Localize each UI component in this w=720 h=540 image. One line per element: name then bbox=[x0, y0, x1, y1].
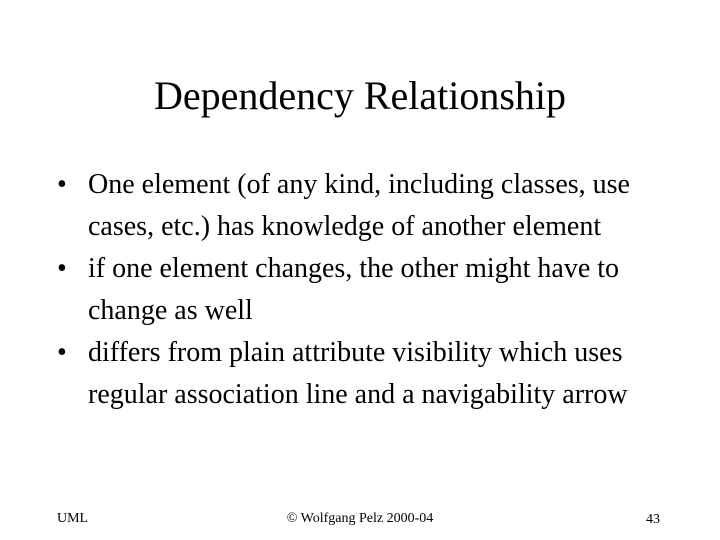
bullet-text: if one element changes, the other might have to change as well bbox=[88, 253, 620, 326]
bullet-marker: • bbox=[57, 337, 67, 368]
slide-title: Dependency Relationship bbox=[153, 73, 567, 118]
bullet-item bbox=[54, 332, 694, 416]
footer-copyright: © Wolfgang Pelz 2000-04 bbox=[286, 511, 434, 526]
page-number: 43 bbox=[646, 512, 660, 527]
bullet-list bbox=[54, 164, 694, 416]
bullet-item bbox=[54, 248, 694, 332]
bullet-marker: • bbox=[57, 169, 67, 200]
bullet-text: differs from plain attribute visibility which uses regular association line and a navigability arrow bbox=[88, 337, 628, 410]
bullet-item bbox=[54, 164, 694, 248]
bullet-text: One element (of any kind, including classes, use cases, etc.) has knowledge of another element bbox=[88, 169, 630, 242]
footer-course-label: UML bbox=[57, 511, 89, 526]
bullet-marker: • bbox=[57, 253, 67, 284]
